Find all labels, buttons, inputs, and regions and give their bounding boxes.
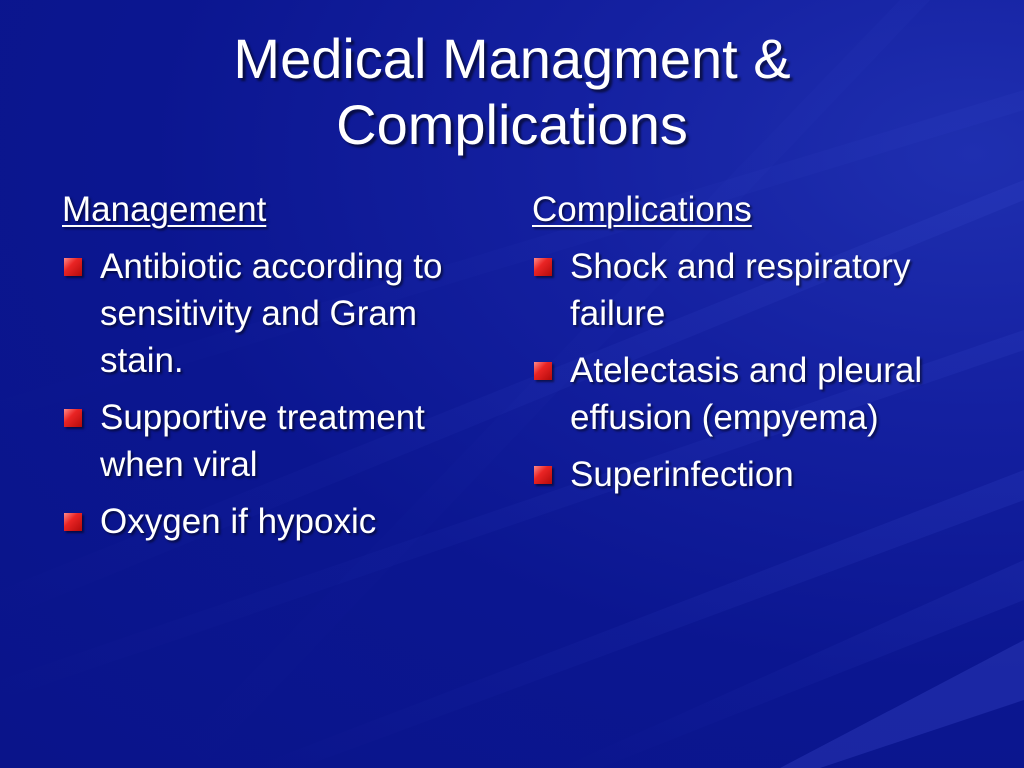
complications-list [532, 243, 972, 498]
square-bullet-icon [64, 409, 82, 427]
slide-title [0, 26, 1024, 158]
management-heading: Management [62, 190, 267, 229]
title-line-1: Medical Managment & [233, 27, 791, 90]
list-item-text: Oxygen if hypoxic [100, 502, 377, 541]
list-item [532, 451, 972, 498]
square-bullet-icon [534, 258, 552, 276]
square-bullet-icon [534, 362, 552, 380]
list-item-text: Antibiotic according to sensitivity and Gram stain. [100, 247, 443, 380]
complications-column [532, 186, 972, 508]
list-item [532, 347, 972, 441]
list-item-text: Superinfection [570, 455, 794, 494]
management-column [62, 186, 502, 555]
title-line-2: Complications [336, 93, 688, 156]
square-bullet-icon [64, 513, 82, 531]
list-item [62, 498, 502, 545]
list-item [532, 243, 972, 337]
management-list [62, 243, 502, 545]
square-bullet-icon [64, 258, 82, 276]
list-item-text: Atelectasis and pleural effusion (empyema) [570, 351, 923, 437]
list-item-text: Shock and respiratory failure [570, 247, 911, 333]
list-item [62, 243, 502, 384]
square-bullet-icon [534, 466, 552, 484]
complications-heading: Complications [532, 190, 752, 229]
list-item-text: Supportive treatment when viral [100, 398, 425, 484]
list-item [62, 394, 502, 488]
